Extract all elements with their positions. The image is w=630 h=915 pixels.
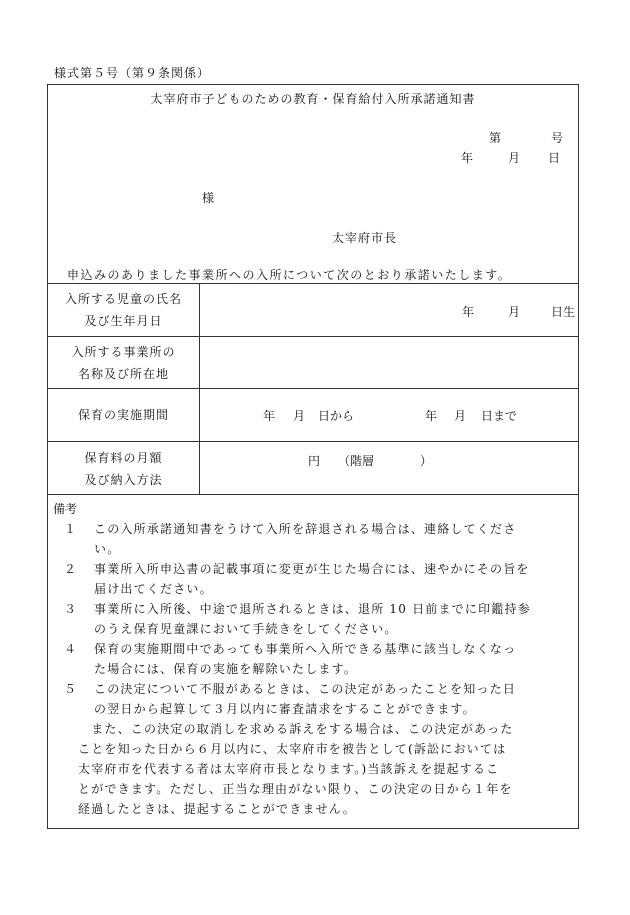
note-extra-line: ことを知った日から６月以内に、太宰府市を被告として(訴訟においては bbox=[78, 742, 507, 756]
note-text-cont: 届け出てください。 bbox=[94, 582, 213, 596]
child-label-line1: 入所する児童の氏名 bbox=[64, 292, 182, 306]
row-rule-2 bbox=[48, 388, 578, 389]
note-item bbox=[64, 679, 570, 719]
note-text: 事業所入所申込書の記載事項に変更が生じた場合には、速やかにその旨を bbox=[94, 562, 530, 576]
note-number: １ bbox=[64, 522, 78, 536]
number-label: 第 bbox=[489, 131, 502, 145]
note-item bbox=[64, 639, 570, 679]
facility-label-line2: 名称及び所在地 bbox=[77, 367, 169, 381]
note-item bbox=[64, 559, 570, 599]
from-month: 月 bbox=[293, 409, 306, 423]
birth-year: 年 bbox=[462, 305, 475, 319]
note-item bbox=[64, 599, 570, 639]
issuer: 太宰府市長 bbox=[332, 231, 398, 245]
table-column-rule bbox=[199, 283, 200, 495]
to-month: 月 bbox=[454, 409, 467, 423]
note-text-cont: の翌日から起算して３月以内に審査請求をすることができます。 bbox=[94, 702, 476, 716]
to-day: 日まで bbox=[481, 409, 518, 423]
fee-label-line2: 及び納入方法 bbox=[84, 473, 163, 487]
period-label: 保育の実施期間 bbox=[77, 408, 169, 422]
row-rule-3 bbox=[48, 441, 578, 442]
fee-yen: 円 bbox=[308, 454, 321, 468]
note-text-cont: い。 bbox=[94, 542, 121, 556]
note-extra-line: 経過したときは、提起することができません。 bbox=[78, 802, 356, 816]
note-number: ２ bbox=[64, 562, 78, 576]
note-number: ３ bbox=[64, 602, 78, 616]
note-text-cont: た場合には、保育の実施を解除いたします。 bbox=[94, 662, 358, 676]
date-year: 年 bbox=[461, 151, 474, 165]
note-text-cont: のうえ保育児童課において手続きをしてください。 bbox=[94, 622, 398, 636]
note-text: この入所承諾通知書をうけて入所を辞退される場合は、連絡してくださ bbox=[94, 522, 517, 536]
child-label-line2: 及び生年月日 bbox=[84, 314, 163, 328]
number-suffix: 号 bbox=[551, 131, 564, 145]
note-extra-line: 太宰府市を代表する者は太宰府市長となります。)当該訴えを提起するこ bbox=[78, 762, 500, 776]
form-id: 様式第５号（第９条関係） bbox=[54, 66, 211, 80]
birth-month: 月 bbox=[508, 305, 521, 319]
note-text: 保育の実施期間中であっても事業所へ入所できる基準に該当しなくなっ bbox=[94, 642, 517, 656]
date-day: 日 bbox=[548, 151, 561, 165]
lead-text: 申込みのありました事業所への入所について次のとおり承諾いたします。 bbox=[67, 268, 512, 282]
table-top-rule bbox=[48, 283, 578, 284]
note-number: ５ bbox=[64, 682, 78, 696]
from-day: 日から bbox=[318, 409, 355, 423]
note-text: 事業所に入所後、中途で退所されるときは、退所 10 日前までに印鑑持参 bbox=[94, 602, 531, 616]
facility-label-line1: 入所する事業所の bbox=[71, 345, 176, 359]
note-extra bbox=[78, 719, 570, 819]
fee-bracket-open: （階層 bbox=[338, 454, 375, 468]
notice-form bbox=[47, 84, 579, 829]
table-bottom-rule bbox=[48, 494, 578, 495]
document-title: 太宰府市子どものための教育・保育給付入所承諾通知書 bbox=[150, 92, 476, 106]
recipient-suffix: 様 bbox=[202, 191, 215, 205]
note-item bbox=[64, 519, 570, 559]
note-extra-line: また、この決定の取消しを求める訴えをする場合は、この決定があった bbox=[78, 722, 514, 736]
to-year: 年 bbox=[425, 409, 438, 423]
date-month: 月 bbox=[508, 151, 521, 165]
from-year: 年 bbox=[263, 409, 276, 423]
fee-bracket-close: ） bbox=[420, 454, 433, 468]
birth-day: 日生 bbox=[551, 305, 576, 319]
note-extra-line: とができます。ただし、正当な理由がない限り、この決定の日から１年を bbox=[78, 782, 513, 796]
fee-label-line1: 保育料の月額 bbox=[84, 451, 163, 465]
row-rule-1 bbox=[48, 336, 578, 337]
note-number: ４ bbox=[64, 642, 78, 656]
note-text: この決定について不服があるときは、この決定があったことを知った日 bbox=[94, 682, 517, 696]
notes-heading: 備考 bbox=[53, 502, 78, 516]
